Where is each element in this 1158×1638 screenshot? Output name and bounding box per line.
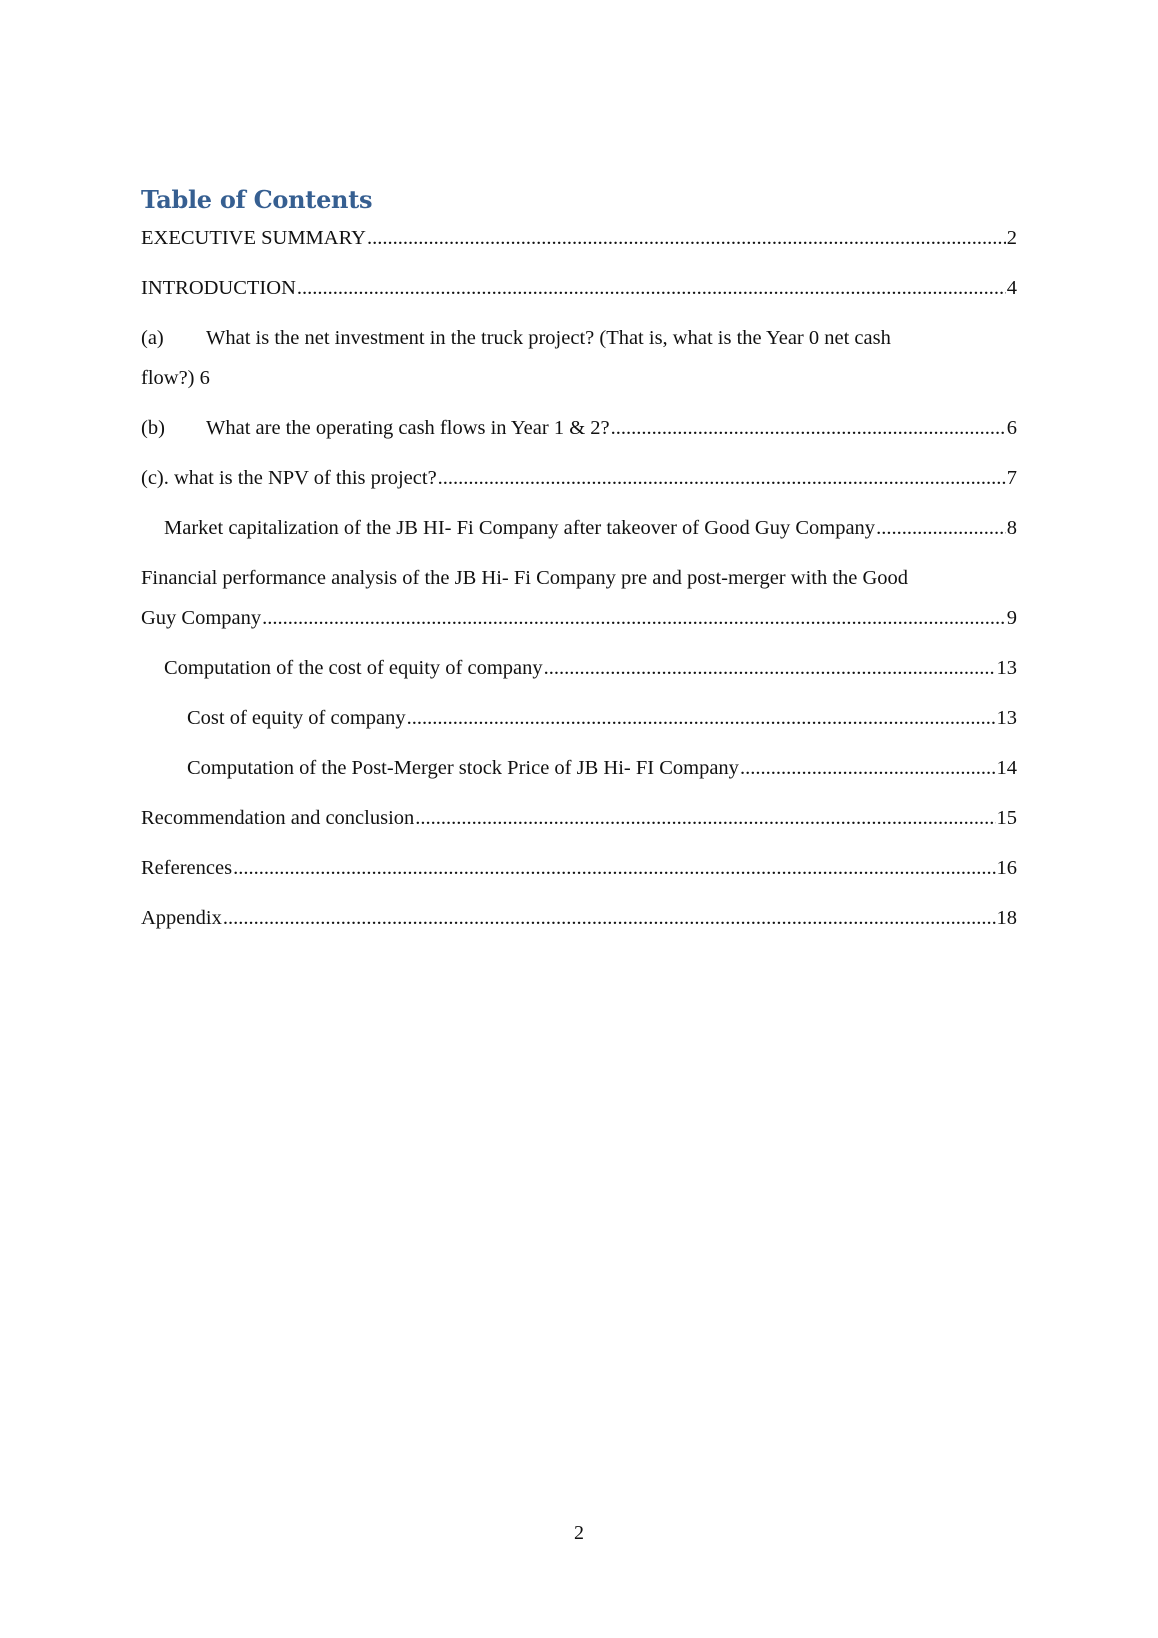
page-footer-number: 2 — [574, 1522, 584, 1544]
toc-entry-text: Financial performance analysis of the JB Hi- Fi Company pre and post-merger with the Good — [141, 567, 909, 589]
toc-entry-computation-cost-of-equity[interactable] — [164, 655, 1017, 681]
toc-entry-text: flow?) — [141, 367, 195, 389]
toc-entry-text: (c). what is the NPV of this project? — [141, 467, 437, 489]
toc-leader — [223, 905, 996, 931]
toc-entry-text: EXECUTIVE SUMMARY — [141, 227, 366, 249]
toc-leader — [233, 855, 995, 881]
toc-page-number: 15 — [996, 807, 1017, 829]
toc-page-number: 6 — [199, 367, 210, 389]
toc-entry-text: Guy Company — [141, 607, 262, 629]
toc-entry-post-merger-stock-price[interactable] — [187, 755, 1017, 781]
toc-entry-financial-performance-line1[interactable] — [141, 565, 908, 591]
toc-leader — [876, 515, 1006, 541]
toc-leader — [407, 705, 996, 731]
toc-entry-market-capitalization[interactable] — [164, 515, 1017, 541]
toc-entry-b[interactable] — [141, 415, 1017, 441]
toc-leader — [367, 225, 1006, 251]
toc-leader — [438, 465, 1006, 491]
toc-leader — [297, 275, 1006, 301]
toc-page-number: 18 — [996, 907, 1017, 929]
toc-page-number: 7 — [1006, 467, 1017, 489]
toc-entry-recommendation[interactable] — [141, 805, 1017, 831]
toc-entry-text: Computation of the Post-Merger stock Price of JB Hi- FI Company — [187, 757, 739, 779]
toc-entry-a-line2[interactable] — [141, 365, 210, 391]
toc-entry-references[interactable] — [141, 855, 1017, 881]
toc-entry-text: Appendix — [141, 907, 222, 929]
toc-entry-text: INTRODUCTION — [141, 277, 296, 299]
toc-page-number: 14 — [996, 757, 1017, 779]
toc-page-number: 9 — [1006, 607, 1017, 629]
toc-entry-appendix[interactable] — [141, 905, 1017, 931]
toc-page-number: 4 — [1006, 277, 1017, 299]
toc-page-number: 13 — [996, 707, 1017, 729]
toc-entry-introduction[interactable] — [141, 275, 1017, 301]
toc-entry-cost-of-equity[interactable] — [187, 705, 1017, 731]
toc-entry-text: Recommendation and conclusion — [141, 807, 415, 829]
toc-entry-text: What is the net investment in the truck project? (That is, what is the Year 0 net cash — [206, 327, 891, 349]
toc-entry-prefix: (b) — [141, 417, 165, 439]
toc-leader — [740, 755, 996, 781]
toc-entry-prefix: (a) — [141, 327, 164, 349]
toc-heading: Table of Contents — [141, 185, 373, 214]
toc-entry-label: What are the operating cash flows in Year 1 & 2? — [206, 417, 610, 439]
toc-page-number: 6 — [1006, 417, 1017, 439]
toc-entry-text: Cost of equity of company — [187, 707, 406, 729]
toc-leader — [611, 415, 1006, 441]
toc-entry-a-line1[interactable] — [141, 325, 891, 351]
toc-leader — [544, 655, 996, 681]
toc-entry-text: Market capitalization of the JB HI- Fi Company after takeover of Good Guy Company — [164, 517, 876, 539]
toc-entry-text — [141, 415, 610, 441]
toc-page-number: 2 — [1006, 227, 1017, 249]
toc-page-number: 16 — [996, 857, 1017, 879]
toc-entry-financial-performance-line2[interactable] — [141, 605, 1017, 631]
toc-entry-text: References — [141, 857, 233, 879]
toc-leader — [415, 805, 995, 831]
toc-page-number: 8 — [1006, 517, 1017, 539]
toc-entry-text: Computation of the cost of equity of company — [164, 657, 543, 679]
toc-page-number: 13 — [996, 657, 1017, 679]
toc-leader — [262, 605, 1006, 631]
toc-entry-c[interactable] — [141, 465, 1017, 491]
toc-entry-executive-summary[interactable] — [141, 225, 1017, 251]
